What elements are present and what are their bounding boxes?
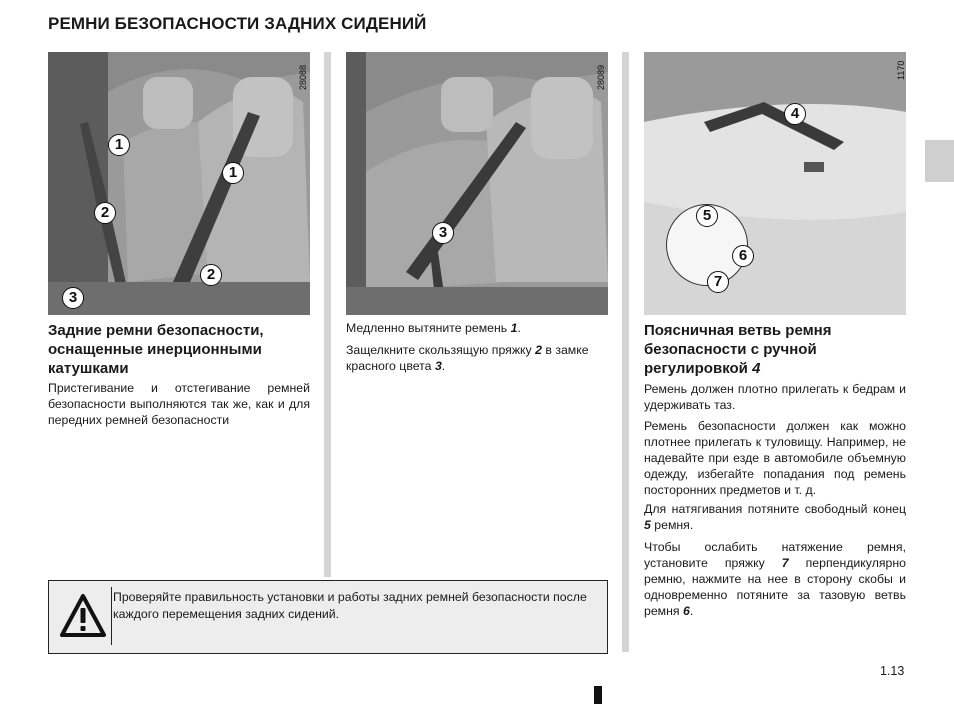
warning-triangle-icon bbox=[59, 592, 107, 640]
callout-4: 4 bbox=[784, 103, 806, 125]
reference-number: 1 bbox=[510, 321, 518, 335]
paragraph: Чтобы ослабить натяжение ремня, установите пряжку 7 перпендикулярно ремню, нажмите на нее в сторону скобы и одновременно потяните за тазовую ветвь ремня 6. bbox=[644, 540, 906, 618]
paragraph: Защелкните скользящую пряжку 2 в замке красного цвета 3. bbox=[346, 343, 589, 373]
column-divider bbox=[622, 52, 629, 652]
callout-2: 2 bbox=[94, 202, 116, 224]
paragraph: Пристегивание и отстегивание ремней безопасности выполняются так же, как и для передних ремней безопасности bbox=[48, 381, 310, 427]
reference-number: 4 bbox=[752, 360, 761, 377]
page-number: 1.13 bbox=[880, 664, 905, 678]
reference-number: 5 bbox=[644, 518, 651, 532]
figure-code: 28089 bbox=[596, 64, 606, 90]
section-tab bbox=[925, 140, 954, 182]
section-heading-lap-belt: Поясничная ветвь ремня безопасности с ручной регулировкой 4 bbox=[644, 322, 832, 377]
callout-5: 5 bbox=[696, 205, 718, 227]
callout-3: 3 bbox=[62, 287, 84, 309]
callout-1: 1 bbox=[222, 162, 244, 184]
reference-number: 7 bbox=[781, 556, 789, 570]
reference-number: 6 bbox=[683, 604, 690, 618]
callout-2: 2 bbox=[200, 264, 222, 286]
section-heading-inertia-belts: Задние ремни безопасности, оснащенные инерционными катушками bbox=[48, 322, 264, 377]
lap-belt-figure bbox=[644, 52, 906, 315]
column-divider bbox=[324, 52, 331, 577]
figure-code: 28088 bbox=[298, 64, 308, 90]
paragraph: Для натягивания потяните свободный конец 5 ремня. bbox=[644, 502, 906, 532]
page-marker bbox=[594, 686, 602, 704]
figure-code: 1170 bbox=[896, 60, 906, 80]
paragraph: Медленно вытяните ремень 1. bbox=[346, 321, 521, 335]
reference-number: 3 bbox=[434, 359, 442, 373]
paragraph: Ремень безопасности должен как можно плотнее прилегать к туловищу. Например, не надевайте при езде в автомобиле объемную одежду, избегайте попадания под ремень посторонних предметов и т. д. bbox=[644, 419, 906, 497]
paragraph: Ремень должен плотно прилегать к бедрам и удерживать таз. bbox=[644, 382, 906, 412]
callout-1: 1 bbox=[108, 134, 130, 156]
callout-7: 7 bbox=[707, 271, 729, 293]
page-title: РЕМНИ БЕЗОПАСНОСТИ ЗАДНИХ СИДЕНИЙ bbox=[48, 14, 427, 33]
rear-seat-figure-2 bbox=[346, 52, 608, 315]
warning-icon-frame bbox=[56, 587, 112, 645]
warning-box bbox=[48, 580, 608, 654]
reference-number: 2 bbox=[535, 343, 542, 357]
callout-6: 6 bbox=[732, 245, 754, 267]
warning-text: Проверяйте правильность установки и работы задних ремней безопасности после каждого перемещения задних сидений. bbox=[113, 590, 587, 621]
rear-seat-figure-1 bbox=[48, 52, 310, 315]
callout-3: 3 bbox=[432, 222, 454, 244]
